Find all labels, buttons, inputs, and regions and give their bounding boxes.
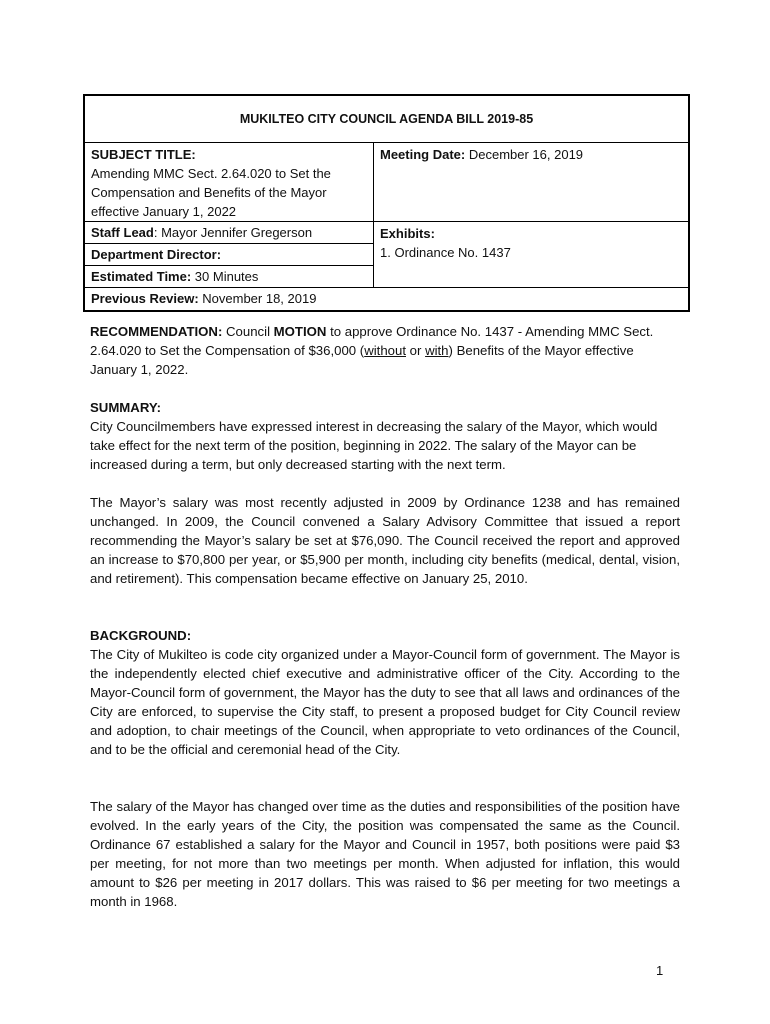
recommendation-label: RECOMMENDATION: <box>90 324 223 339</box>
motion-word: MOTION <box>273 324 327 339</box>
without-word: without <box>364 343 406 358</box>
recommendation-pre: Council <box>222 324 274 339</box>
summary-heading <box>90 398 680 417</box>
background-paragraph-1: The City of Mukilteo is code city organized under a Mayor-Council form of government. The Mayor is the independently elected chief executive and administrative officer of the City. According to the Mayor-Council form of government, the Mayor has the duty to see that all laws and ordinances of the City are enforced, to supervise the City staff, to present a proposed budget for City Council review and adoption, to chair meetings of the Council, when appropriate to veto ordinances of the Council, and to be the official and ceremonial head of the City. <box>90 647 680 757</box>
recommendation-text-b: ) Benefits of the Mayor effective January 1, 2022. <box>90 343 634 377</box>
summary-heading-text: SUMMARY: <box>90 400 162 415</box>
or-word: or <box>406 343 426 358</box>
meeting-date-cell <box>374 143 688 221</box>
recommendation-paragraph <box>90 322 680 379</box>
agenda-title: MUKILTEO CITY COUNCIL AGENDA BILL 2019-85 <box>85 96 688 143</box>
agenda-header-table <box>83 94 690 312</box>
exhibit-item: 1. Ordinance No. 1437 <box>380 245 511 260</box>
summary-paragraph-1: City Councilmembers have expressed interest in decreasing the salary of the Mayor, which would take effect for the next term of the position, beginning in 2022. The salary of the Mayor can be increased during a term, but only decreased starting with the next term. <box>90 419 658 472</box>
previous-review-label: Previous Review: <box>91 291 199 306</box>
exhibits-label: Exhibits: <box>380 226 435 241</box>
department-director-label: Department Director: <box>91 247 222 262</box>
staff-lead-value: : Mayor Jennifer Gregerson <box>153 225 313 240</box>
staff-lead-cell <box>85 222 373 244</box>
previous-review-row <box>85 287 688 310</box>
background-heading-text: BACKGROUND: <box>90 628 192 643</box>
staff-lead-label: Staff Lead <box>91 225 154 240</box>
previous-review-value: November 18, 2019 <box>198 291 317 306</box>
page-number: 1 <box>656 963 664 978</box>
background-paragraph-2: The salary of the Mayor has changed over time as the duties and responsibilities of the position have evolved. In the early years of the City, the position was compensated the same as the Council. Ordinance 67 established a salary for the Mayor and Council in 1957, both positions were paid $3 per meeting, for not more than two meetings per month. When adjusted for inflation, this would amount to $26 per meeting in 2017 dollars. This was raised to $6 per meeting for two meetings a month in 1968. <box>90 799 680 909</box>
background-heading <box>90 626 680 645</box>
meeting-date-label: Meeting Date: <box>380 147 466 162</box>
with-word: with <box>425 343 449 358</box>
staff-exhibits-row <box>85 222 688 287</box>
summary-paragraph-2: The Mayor’s salary was most recently adjusted in 2009 by Ordinance 1238 and has remained unchanged. In 2009, the Council convened a Salary Advisory Committee that issued a report recommending the Mayor’s salary be set at $76,090. The Council received the report and approved an increase to $70,800 per year, or $5,900 per month, including city benefits (medical, dental, vision, and retirement). This compensation became effective on January 25, 2010. <box>90 495 680 586</box>
exhibits-cell <box>374 222 688 287</box>
subject-text: Amending MMC Sect. 2.64.020 to Set the Compensation and Benefits of the Mayor effective January 1, 2022 <box>91 166 331 219</box>
recommendation-text-a: to approve Ordinance No. 1437 - Amending MMC Sect. 2.64.020 to Set the Compensation of $36,000 ( <box>90 324 654 358</box>
subject-cell <box>85 143 373 221</box>
estimated-time-value: 30 Minutes <box>191 269 259 284</box>
subject-label: SUBJECT TITLE: <box>91 147 196 162</box>
estimated-time-label: Estimated Time: <box>91 269 192 284</box>
meeting-date-value: December 16, 2019 <box>465 147 584 162</box>
estimated-time-cell <box>85 266 373 287</box>
department-director-cell <box>85 244 373 266</box>
subject-meeting-row <box>85 143 688 222</box>
